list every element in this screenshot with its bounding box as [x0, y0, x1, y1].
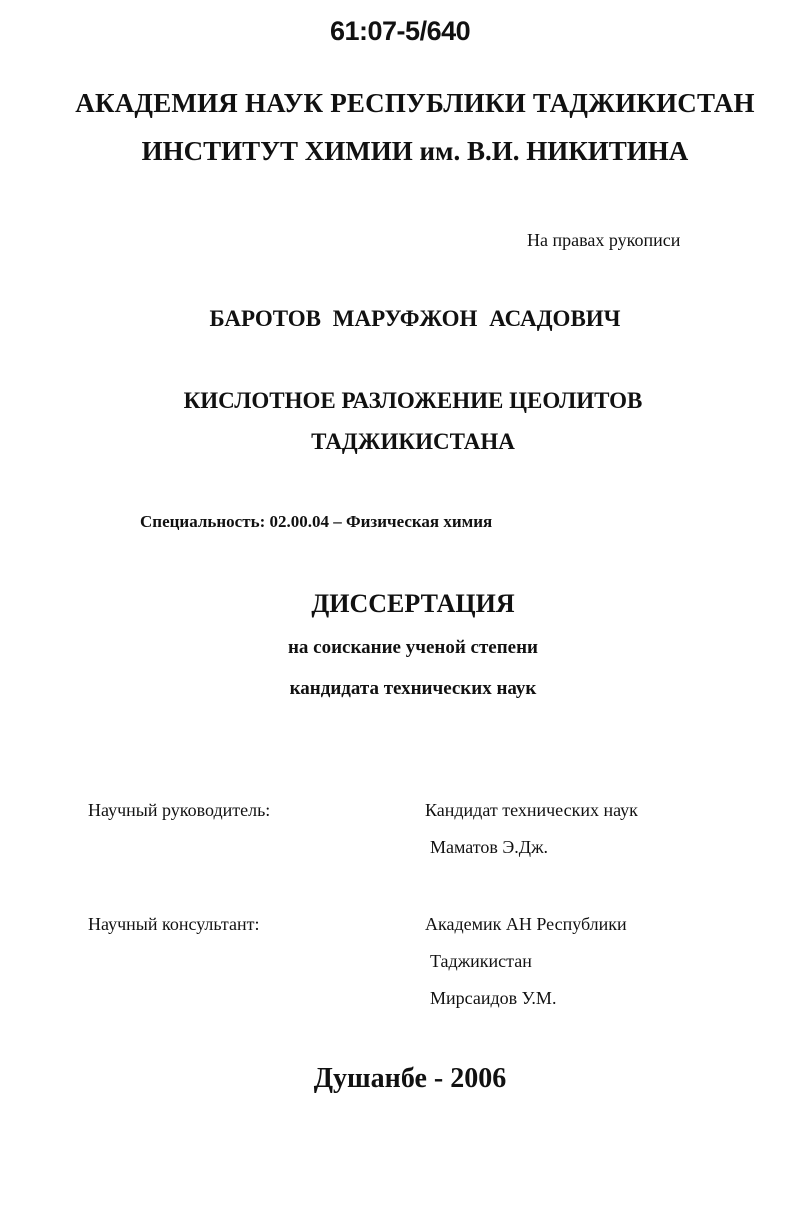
consultant-title-line1: Академик АН Республики	[425, 914, 627, 934]
consultant-name: Мирсаидов У.М.	[430, 988, 557, 1008]
supervisor-title: Кандидат технических наук	[425, 800, 638, 820]
degree-line1: на соискание ученой степени	[287, 637, 538, 658]
degree-line2: кандидата технических наук	[289, 678, 537, 699]
manuscript-note: На правах рукописи	[527, 230, 681, 250]
catalog-number: 61:07-5/640	[330, 16, 471, 46]
supervisor-name: Маматов Э.Дж.	[430, 837, 549, 857]
thesis-title-line2: ТАДЖИКИСТАНА	[311, 429, 515, 454]
academy-name: АКАДЕМИЯ НАУК РЕСПУБЛИКИ ТАДЖИКИСТАН	[75, 88, 755, 118]
consultant-title-line2: Таджикистан	[430, 951, 532, 971]
city-year: Душанбе - 2006	[313, 1063, 507, 1094]
specialty-line: Специальность: 02.00.04 – Физическая химия	[140, 512, 493, 531]
dissertation-heading: ДИССЕРТАЦИЯ	[311, 589, 515, 618]
thesis-title-line1: КИСЛОТНОЕ РАЗЛОЖЕНИЕ ЦЕОЛИТОВ	[183, 388, 643, 413]
supervisor-role: Научный руководитель:	[88, 800, 271, 820]
author-name: БАРОТОВ МАРУФЖОН АСАДОВИЧ	[209, 306, 621, 331]
consultant-role: Научный консультант:	[88, 914, 260, 934]
institute-name: ИНСТИТУТ ХИМИИ им. В.И. НИКИТИНА	[141, 136, 689, 166]
